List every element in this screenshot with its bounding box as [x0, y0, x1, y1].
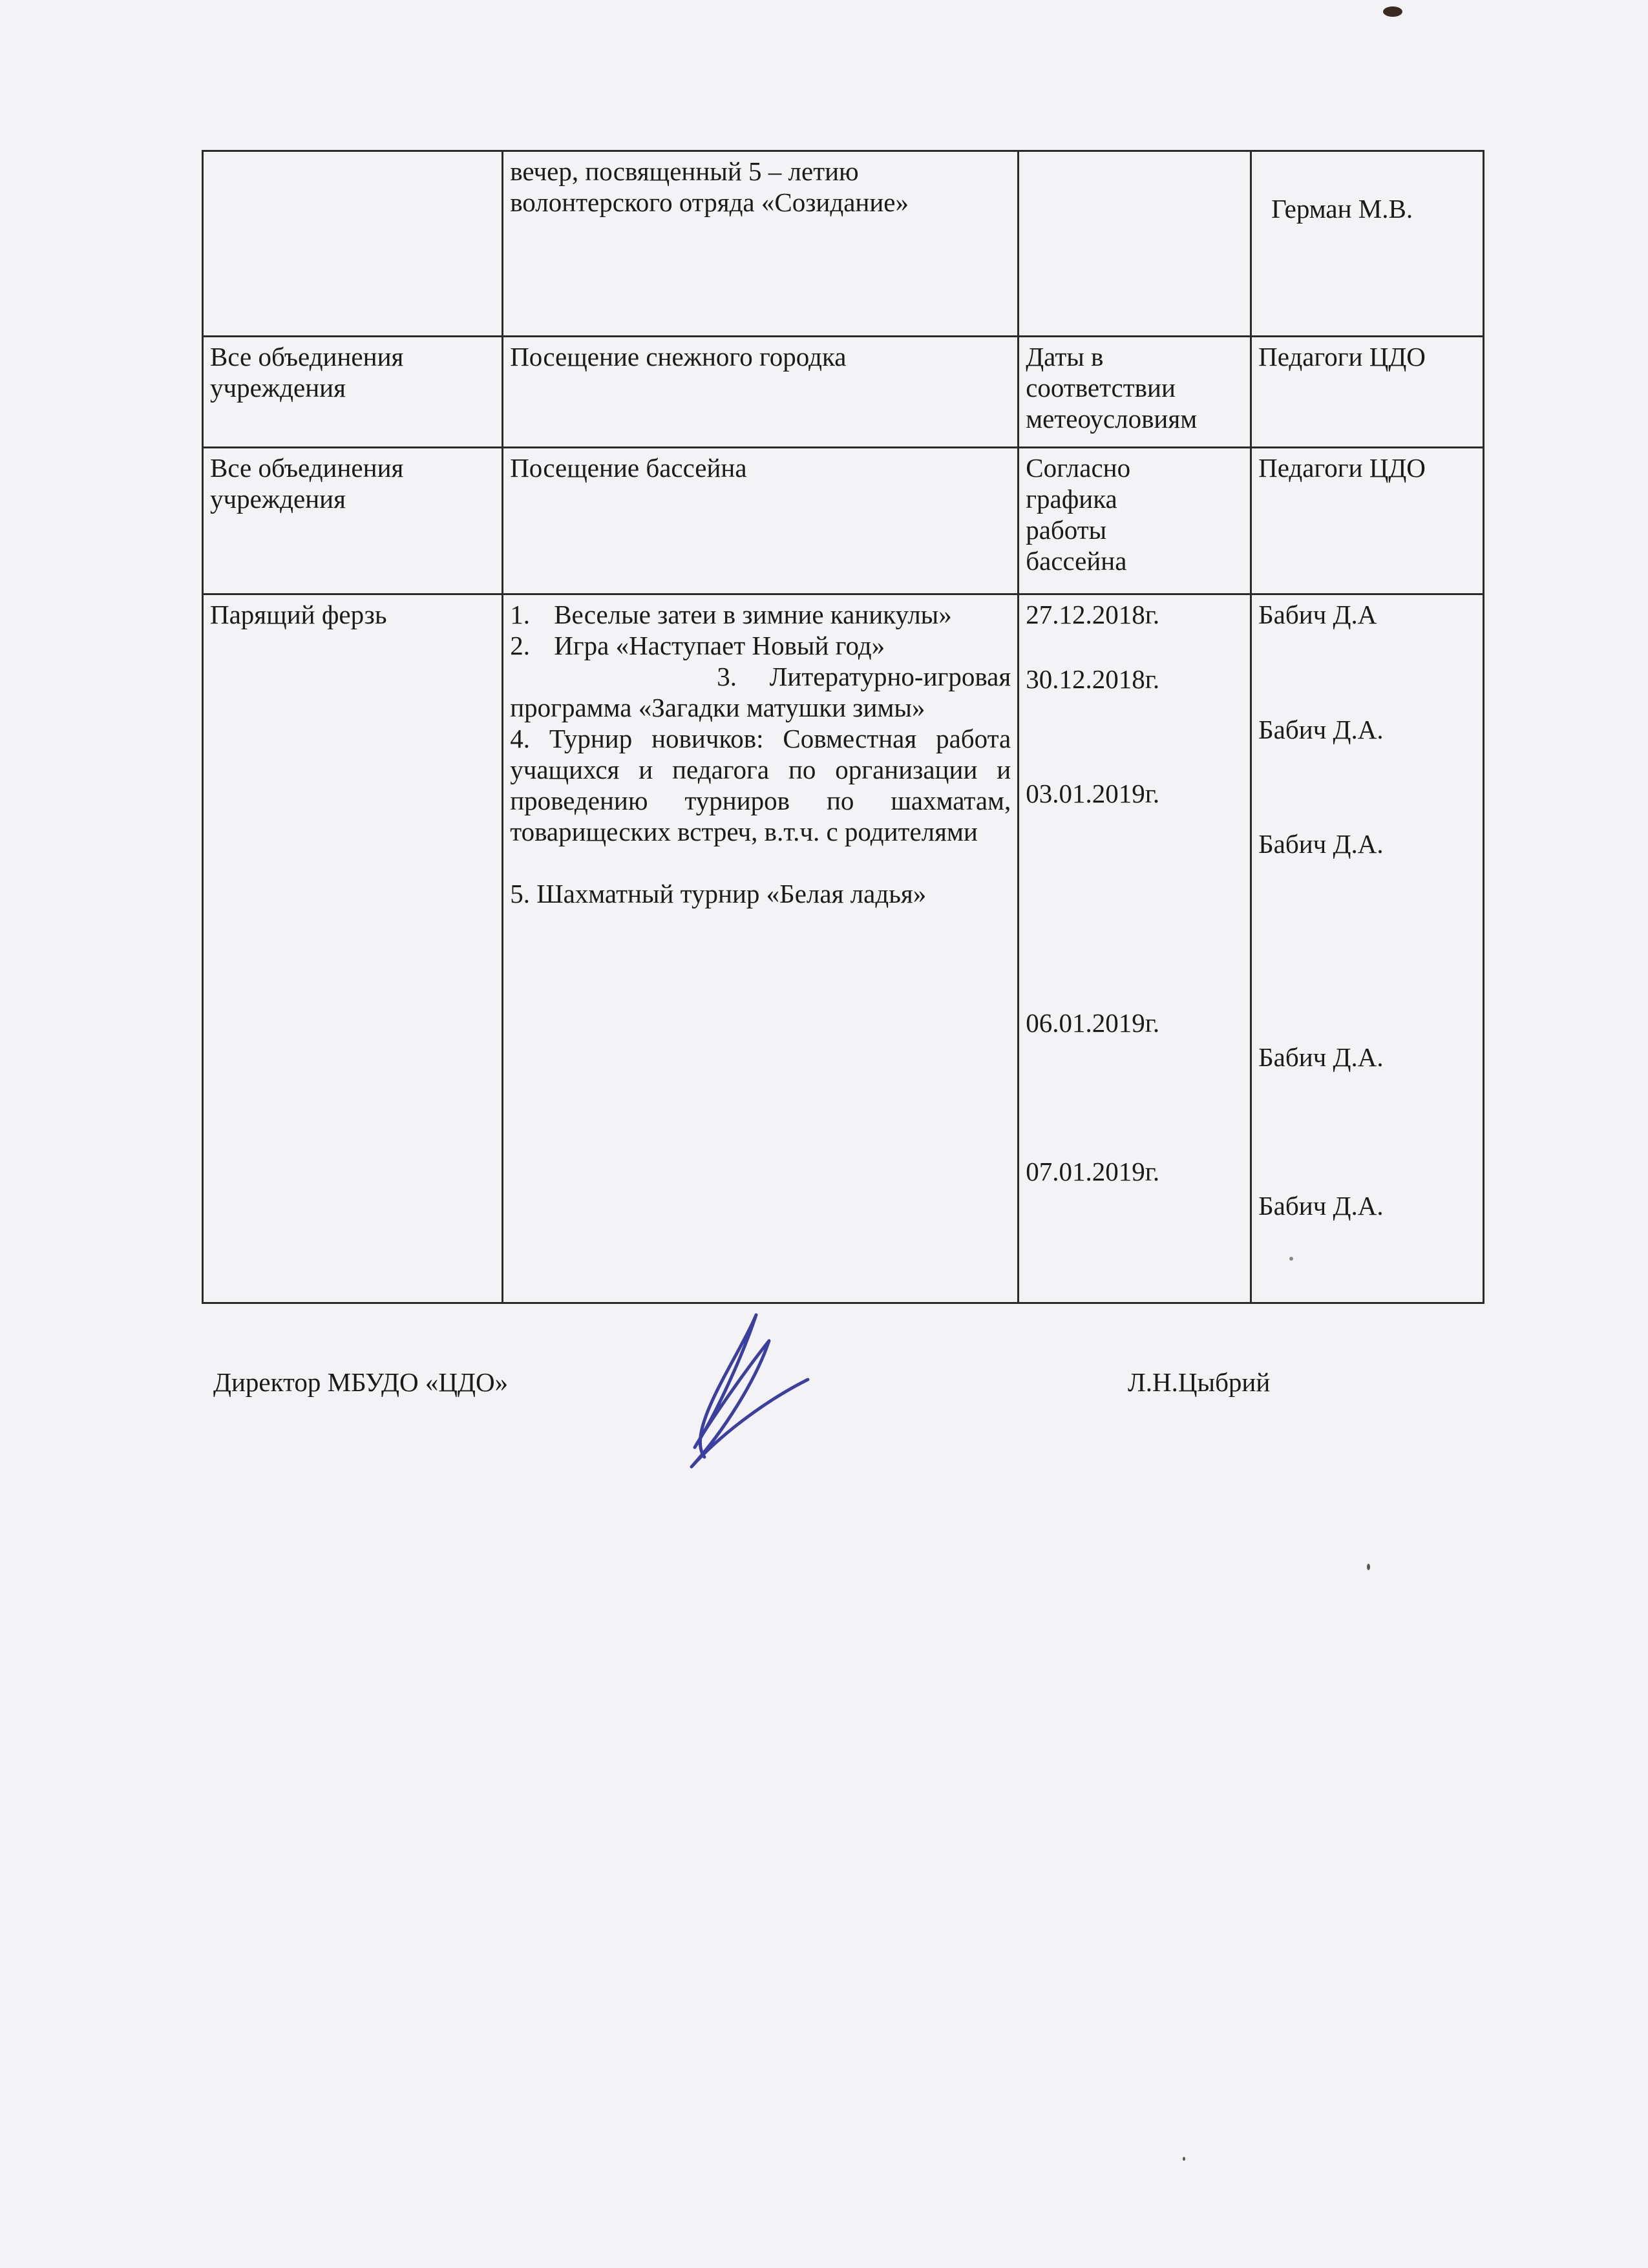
group-cell — [203, 337, 503, 448]
date-text: Даты в соответствии метеоусловиям — [1026, 342, 1198, 434]
date-text: 03.01.2019г. — [1026, 779, 1160, 808]
events-table — [202, 150, 1484, 1304]
list-item: 2. Игра «Наступает Новый год» — [510, 631, 885, 660]
event-text: Посещение бассейна — [510, 453, 747, 483]
responsible-text: Педагоги ЦДО — [1258, 453, 1426, 483]
list-item: 4. Турнир новичков: Совместная работа учащихся и педагога по организации и проведению турниров по шахматам, товарищеских встреч, в.т.ч. с родителями — [510, 724, 1011, 846]
responsible-text: Бабич Д.А — [1258, 600, 1377, 629]
date-cell — [1019, 151, 1251, 337]
table-row — [203, 594, 1484, 1303]
responsible-cell — [1251, 151, 1484, 337]
scan-speck — [1383, 6, 1402, 17]
responsible-text: Бабич Д.А. — [1258, 1042, 1384, 1072]
table-row — [203, 337, 1484, 448]
date-text: 27.12.2018г. — [1026, 600, 1160, 629]
date-cell — [1019, 594, 1251, 1303]
responsible-text: Герман М.В. — [1271, 194, 1413, 224]
group-cell — [203, 151, 503, 337]
date-text: 06.01.2019г. — [1026, 1008, 1160, 1038]
event-cell — [503, 151, 1019, 337]
scan-speck — [1367, 1564, 1370, 1570]
group-cell — [203, 448, 503, 594]
table-row — [203, 448, 1484, 594]
responsible-column — [1258, 599, 1476, 1297]
responsible-text: Бабич Д.А. — [1258, 829, 1384, 859]
date-cell — [1019, 448, 1251, 594]
scan-speck — [1289, 1257, 1293, 1261]
responsible-cell — [1251, 337, 1484, 448]
responsible-text: Бабич Д.А. — [1258, 1191, 1384, 1221]
date-text: 30.12.2018г. — [1026, 664, 1160, 694]
signature-icon — [646, 1302, 814, 1476]
event-text: Посещение снежного городка — [510, 342, 847, 372]
table-row — [203, 151, 1484, 337]
director-position: Директор МБУДО «ЦДО» — [213, 1367, 509, 1397]
list-spacer — [510, 847, 1011, 878]
list-item: 1. Веселые затеи в зимние каникулы» — [510, 600, 952, 629]
date-column — [1026, 599, 1243, 1297]
responsible-text: Педагоги ЦДО — [1258, 342, 1426, 372]
scan-speck — [1183, 2157, 1185, 2161]
date-text: 07.01.2019г. — [1026, 1157, 1160, 1186]
list-item: 3. Литературно-игровая программа «Загадки матушки зимы» — [510, 662, 1011, 722]
group-cell — [203, 594, 503, 1303]
event-list — [510, 599, 1011, 909]
responsible-cell — [1251, 448, 1484, 594]
date-cell — [1019, 337, 1251, 448]
responsible-cell — [1251, 594, 1484, 1303]
director-name: Л.Н.Цыбрий — [1128, 1367, 1271, 1397]
event-cell — [503, 448, 1019, 594]
event-text: вечер, посвященный 5 – летию волонтерского отряда «Созидание» — [510, 156, 909, 217]
event-cell — [503, 594, 1019, 1303]
list-item: 5. Шахматный турнир «Белая ладья» — [510, 879, 927, 908]
event-cell — [503, 337, 1019, 448]
responsible-text: Бабич Д.А. — [1258, 715, 1384, 744]
group-text: Парящий ферзь — [210, 600, 387, 629]
group-text: Все объединения учреждения — [210, 342, 404, 403]
group-text: Все объединения учреждения — [210, 453, 404, 514]
date-text: Согласно графика работы бассейна — [1026, 453, 1131, 576]
